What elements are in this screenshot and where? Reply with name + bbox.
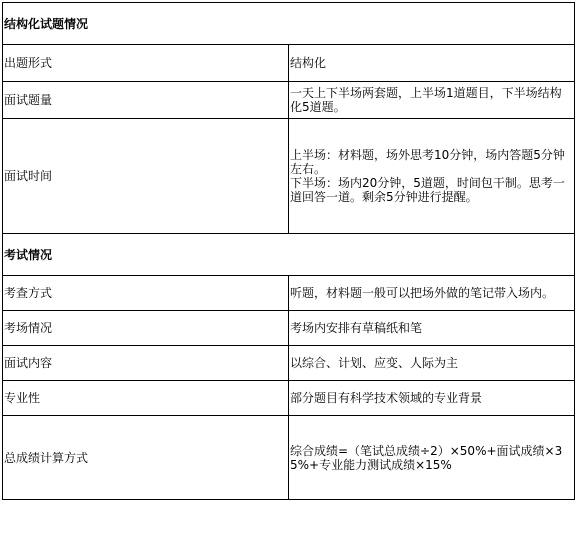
row-value-assessment-method: 听题，材料题一般可以把场外做的笔记带入场内。: [289, 276, 575, 311]
interview-time-first-half: 上半场：材料题，场外思考10分钟，场内答题5分钟左右。: [290, 148, 565, 176]
table-row: [3, 416, 575, 500]
row-value-interview-time: [289, 119, 575, 234]
interview-time-second-half: 下半场：场内20分钟，5道题，时间包干制。思考一道回答一道。剩余5分钟进行提醒。: [290, 176, 565, 204]
section-title-structured: 结构化试题情况: [3, 3, 575, 45]
row-value-question-count: 一天上下半场两套题，上半场1道题目，下半场结构化5道题。: [289, 82, 575, 119]
row-label-interview-content: 面试内容: [3, 346, 289, 381]
row-label-assessment-method: 考查方式: [3, 276, 289, 311]
row-value-exam-room: 考场内安排有草稿纸和笔: [289, 311, 575, 346]
row-value-total-score: 综合成绩=（笔试总成绩÷2）×50%+面试成绩×35%+专业能力测试成绩×15%: [289, 416, 575, 500]
row-value-professionalism: 部分题目有科学技术领域的专业背景: [289, 381, 575, 416]
row-value-question-format: 结构化: [289, 45, 575, 82]
table-row: [3, 381, 575, 416]
row-label-professionalism: 专业性: [3, 381, 289, 416]
row-label-exam-room: 考场情况: [3, 311, 289, 346]
table-row: [3, 311, 575, 346]
row-label-interview-time: 面试时间: [3, 119, 289, 234]
table-row: [3, 119, 575, 234]
table-row: [3, 82, 575, 119]
section-header-row: [3, 234, 575, 276]
section-header-row: [3, 3, 575, 45]
table-row: [3, 346, 575, 381]
row-value-interview-content: 以综合、计划、应变、人际为主: [289, 346, 575, 381]
row-label-total-score: 总成绩计算方式: [3, 416, 289, 500]
table-row: [3, 45, 575, 82]
table-row: [3, 276, 575, 311]
section-title-exam: 考试情况: [3, 234, 575, 276]
row-label-question-format: 出题形式: [3, 45, 289, 82]
row-label-question-count: 面试题量: [3, 82, 289, 119]
exam-info-table: [2, 2, 575, 500]
